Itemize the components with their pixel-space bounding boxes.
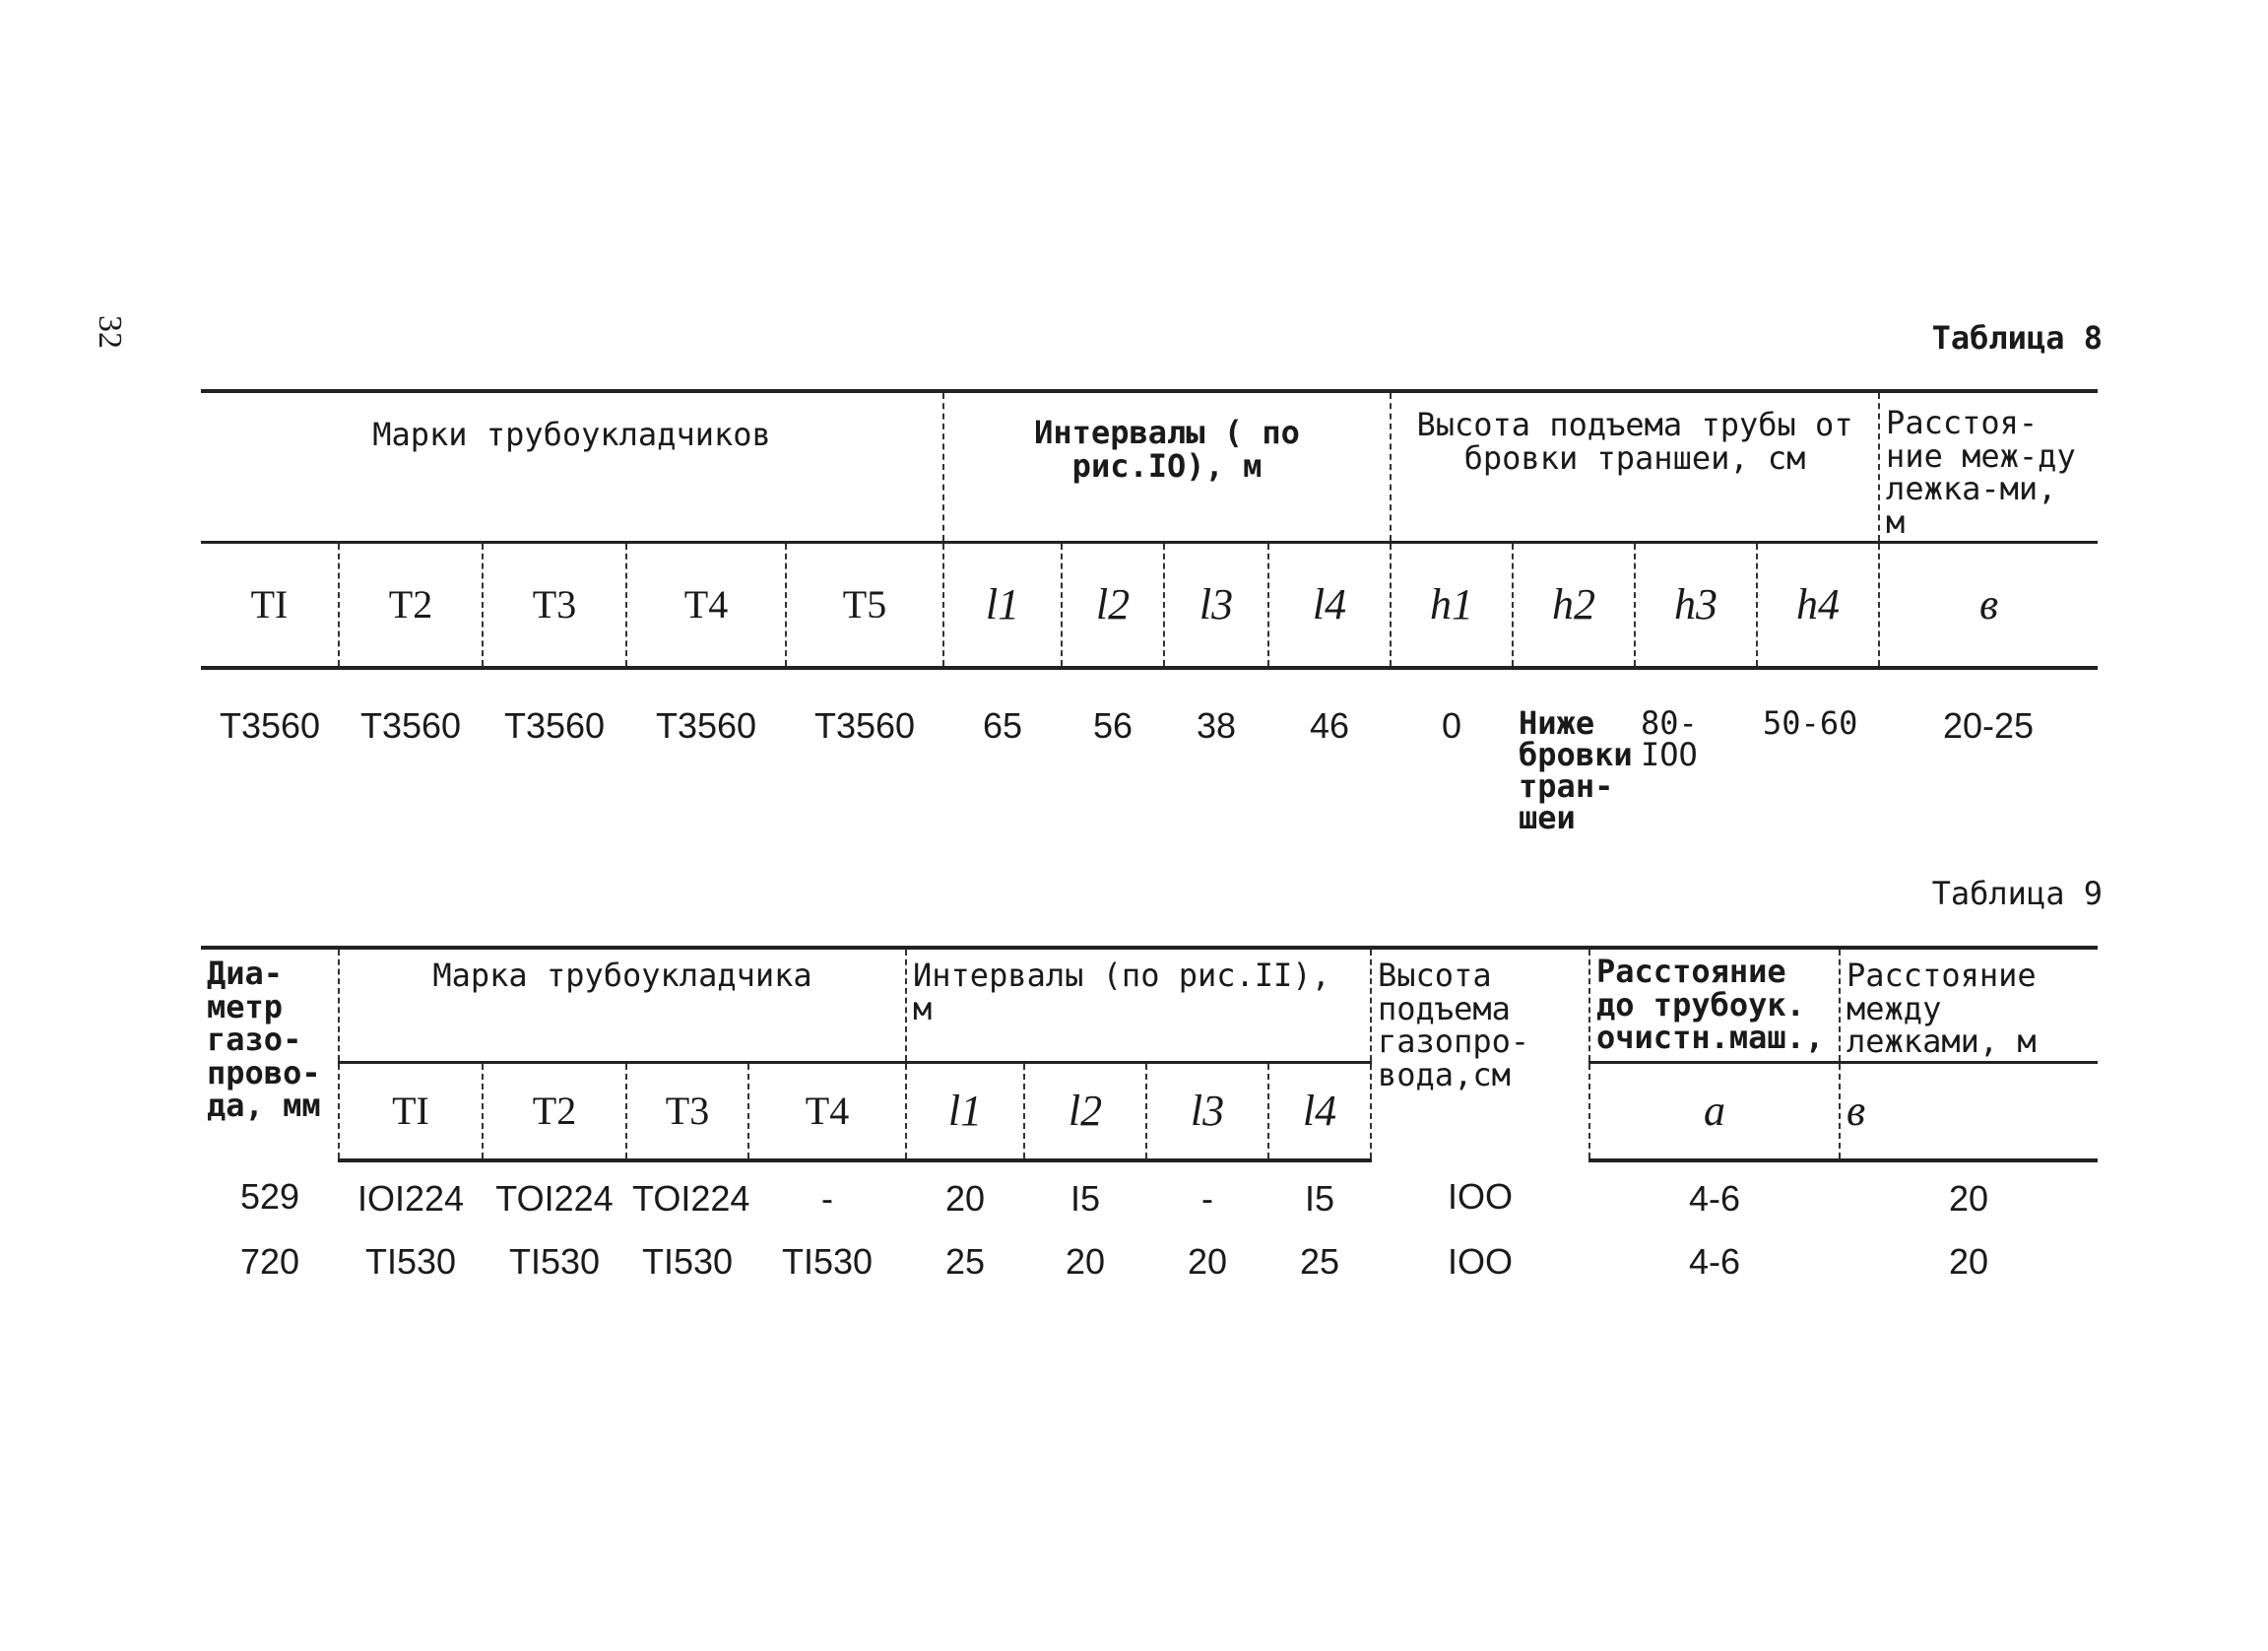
table-row xyxy=(201,668,2098,835)
table8-cell-l1: 65 xyxy=(982,705,1023,747)
table8-header-t1: TI xyxy=(201,543,339,669)
table8-header-lift-height: Высота подъема трубы от бровки траншеи, см xyxy=(1391,391,1879,543)
table9-header-t1: TI xyxy=(339,1062,483,1160)
table9-title: Таблица 9 xyxy=(1931,875,2103,912)
table8-header-intervals: Интервалы ( по рис.IO), м xyxy=(943,391,1391,543)
table9-cell-l2: I5 xyxy=(1069,1177,1101,1219)
table9-cell-l4: I5 xyxy=(1304,1177,1335,1219)
table9-header-diameter: Диа-метр газо-прово-да, мм xyxy=(201,948,339,1160)
table9-header-dist-cleaning: Расстояние до трубоук. очистн.маш., xyxy=(1589,948,1840,1062)
table8-cell-t3: T3560 xyxy=(503,705,606,747)
table8-cell-l3: 38 xyxy=(1196,705,1237,747)
page-number: 32 xyxy=(92,315,128,349)
table9-header-b: в xyxy=(1840,1062,2098,1160)
table8-cell-h3: 80-IOO xyxy=(1641,704,1698,774)
table8-header-l4: l4 xyxy=(1268,543,1391,669)
table9-cell-b: 20 xyxy=(1948,1240,1989,1282)
table-row xyxy=(201,1225,2098,1288)
table8-header-t2: T2 xyxy=(339,543,483,669)
table8-header-l1: l1 xyxy=(943,543,1062,669)
table8-cell-t4: T3560 xyxy=(655,705,757,747)
table8-header-h3: h3 xyxy=(1635,543,1757,669)
table9-cell-l1: 20 xyxy=(944,1177,986,1219)
table9-header-lift-height: Высота подъема газопро-вода,см xyxy=(1371,948,1589,1160)
table8-cell-t1: T3560 xyxy=(219,705,321,747)
table9-cell-t3: TI530 xyxy=(641,1240,734,1282)
table8-header-h1: h1 xyxy=(1391,543,1513,669)
table9-cell-t3: TOI224 xyxy=(632,1177,750,1219)
table9-cell-t2: TI530 xyxy=(508,1240,601,1282)
table8-header-brands: Марки трубоукладчиков xyxy=(201,391,943,543)
table8-cell-h1: 0 xyxy=(1442,705,1462,747)
table8-header-h4: h4 xyxy=(1757,543,1879,669)
table8-header-l2: l2 xyxy=(1062,543,1164,669)
table8-header-l3: l3 xyxy=(1164,543,1268,669)
table9-cell-l1: 25 xyxy=(944,1240,986,1282)
table9-header-l1: l1 xyxy=(906,1062,1024,1160)
table8-cell-t2: T3560 xyxy=(359,705,462,747)
table9-cell-l4: 25 xyxy=(1299,1240,1340,1282)
table9-cell-a: 4-6 xyxy=(1688,1240,1741,1282)
table9-header-l2: l2 xyxy=(1024,1062,1146,1160)
table8-header-h2: h2 xyxy=(1513,543,1635,669)
table9-header-t3: T3 xyxy=(626,1062,748,1160)
table9 xyxy=(201,946,2098,1288)
table8-header-b: в xyxy=(1879,543,2098,669)
table8-header-distance: Расстоя-ние меж-ду лежка-ми, м xyxy=(1879,391,2098,543)
table9-header-t2: T2 xyxy=(483,1062,626,1160)
table9-header-dist-beds: Расстояние между лежками, м xyxy=(1840,948,2098,1062)
table8-cell-b: 20-25 xyxy=(1943,705,2035,747)
table9-cell-height: IOO xyxy=(1447,1240,1513,1282)
table8-header-t3: T3 xyxy=(483,543,626,669)
table9-header-l4: l4 xyxy=(1268,1062,1371,1160)
table9-header-t4: T4 xyxy=(748,1062,906,1160)
table9-cell-t2: TOI224 xyxy=(495,1177,614,1219)
table8-header-t4: T4 xyxy=(626,543,786,669)
table8-title: Таблица 8 xyxy=(1931,319,2103,357)
table9-header-brand: Марка трубоукладчика xyxy=(339,948,906,1062)
table9-cell-t4: - xyxy=(821,1177,833,1219)
table9-cell-t1: TI530 xyxy=(364,1240,457,1282)
table9-cell-diameter: 720 xyxy=(239,1240,300,1282)
table8-cell-l2: 56 xyxy=(1092,705,1134,747)
table9-cell-l3: - xyxy=(1201,1177,1213,1219)
table8-cell-h2: Ниже бровки тран-шеи xyxy=(1519,704,1633,837)
table8-cell-h4: 50-60 xyxy=(1763,704,1858,743)
table9-cell-l3: 20 xyxy=(1187,1240,1228,1282)
table9-header-a: a xyxy=(1589,1062,1840,1160)
table9-cell-t1: IOI224 xyxy=(356,1177,465,1219)
table9-cell-l2: 20 xyxy=(1065,1240,1106,1282)
table9-cell-a: 4-6 xyxy=(1688,1177,1741,1219)
table9-header-l3: l3 xyxy=(1146,1062,1268,1160)
table9-cell-diameter: 529 xyxy=(239,1175,300,1217)
table8-header-t5: T5 xyxy=(786,543,943,669)
table-row xyxy=(201,1160,2098,1225)
table9-cell-b: 20 xyxy=(1948,1177,1989,1219)
table9-cell-height: IOO xyxy=(1447,1175,1513,1217)
table9-header-intervals: Интервалы (по рис.II), м xyxy=(906,948,1371,1062)
table8-cell-l4: 46 xyxy=(1309,705,1350,747)
table8 xyxy=(201,389,2098,835)
table8-cell-t5: T3560 xyxy=(813,705,916,747)
table9-cell-t4: TI530 xyxy=(781,1240,874,1282)
